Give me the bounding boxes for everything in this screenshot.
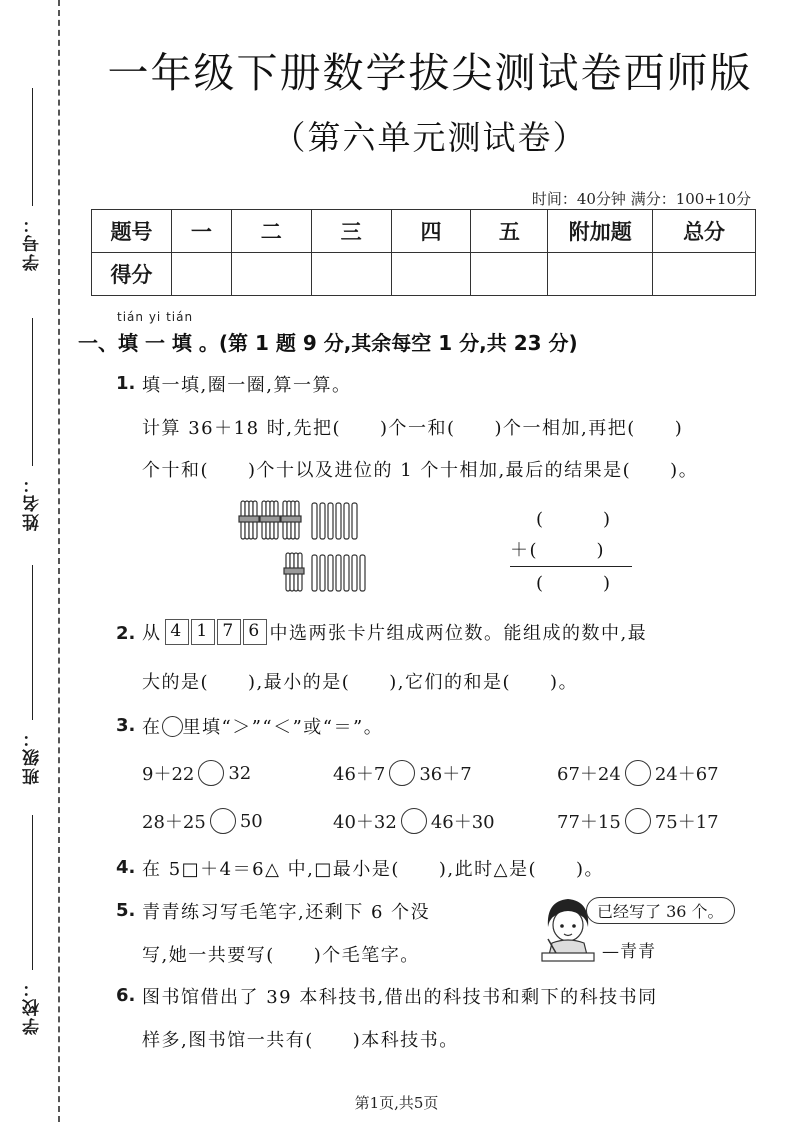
calc-row-2[interactable]: ＋( ) [510,540,606,561]
q2-line2: 大的是( ),最小的是( ),它们的和是( )。 [142,672,579,693]
compare-circle[interactable] [401,808,427,834]
q5-line1: 青青练习写毛笔字,还剩下 6 个没 [142,902,431,923]
compare-circle[interactable] [198,760,224,786]
comparison-item [142,808,263,834]
compare-circle[interactable] [210,808,236,834]
score-cell[interactable] [391,253,471,296]
number-card: 7 [217,619,241,645]
number-card: 1 [191,619,215,645]
score-table-score-row [92,253,756,296]
q3-number: 3. [116,715,136,736]
calc-row-1[interactable]: ( ) [536,509,612,530]
q6-line1: 图书馆借出了 39 本科技书,借出的科技书和剩下的科技书同 [142,987,658,1008]
q1-line2: 个十和( )个十以及进位的 1 个十相加,最后的结果是( )。 [142,460,699,481]
name-field [10,318,54,531]
class-field [10,565,54,785]
school-label: 学校： [22,978,43,1035]
comparison-item [333,808,495,834]
comparison-left: 77＋15 [557,812,621,833]
student-id-field [10,88,54,271]
score-header-cell: 一 [171,210,231,253]
calc-row-3[interactable]: ( ) [536,573,612,594]
calc-divider [510,566,632,567]
q2-line1 [142,619,647,645]
circle-icon [162,716,183,737]
number-card: 4 [165,619,189,645]
score-cell[interactable] [171,253,231,296]
character-name-text: 青青 [620,942,656,962]
q1-number: 1. [116,373,136,394]
q2-suffix: 中选两张卡片组成两位数。能组成的数中,最 [269,623,648,644]
school-field [10,815,54,1035]
bundle-icon [281,501,301,539]
page-footer: 第1页,共5页 [354,1094,439,1112]
school-line[interactable] [32,815,33,970]
q5-number: 5. [116,900,136,921]
page-title: 一年级下册数学拔尖测试卷西师版 [107,49,753,97]
compare-circle[interactable] [625,808,651,834]
bundle-icon [284,553,304,591]
q2-prefix: 从 [142,623,162,644]
comparison-right: 36＋7 [419,764,472,785]
student-id-line[interactable] [32,88,33,206]
class-line[interactable] [32,565,33,720]
comparison-right: 32 [228,762,252,784]
score-table [91,209,756,296]
score-table-header-row [92,210,756,253]
comparison-item [142,760,251,786]
score-cell[interactable] [231,253,311,296]
q3-prefix: 在 [142,717,162,738]
comparison-right: 50 [239,810,263,832]
section-heading: 一、填 一 填 。(第 1 题 9 分,其余每空 1 分,共 23 分) [78,331,578,355]
q2-number: 2. [116,623,136,644]
comparison-left: 46＋7 [333,764,386,785]
number-cards [165,619,267,645]
score-cell[interactable] [548,253,653,296]
score-header-cell: 三 [311,210,391,253]
score-cell[interactable] [311,253,391,296]
vertical-calculation [508,505,633,595]
score-header-cell: 总分 [653,210,756,253]
comparison-left: 28＋25 [142,812,206,833]
q5-line2: 写,她一共要写( )个毛笔字。 [142,945,420,966]
binding-dashed-line [58,0,60,1122]
class-label: 班级： [22,728,43,785]
comparison-right: 46＋30 [430,812,495,833]
section-pinyin: tián yi tián [117,310,194,324]
score-cell[interactable] [471,253,548,296]
q3-suffix: 里填“＞”“＜”或“＝”。 [182,717,384,738]
score-cell[interactable] [653,253,756,296]
score-header-cell: 五 [471,210,548,253]
number-card: 6 [243,619,267,645]
bundle-icon [239,501,259,539]
q4-text: 在 5□＋4＝6△ 中,□最小是( ),此时△是( )。 [142,859,605,880]
q3-instruction [142,713,383,739]
name-line[interactable] [32,318,33,466]
q1-title: 填一填,圈一圈,算一算。 [142,375,352,396]
score-header-cell: 二 [231,210,311,253]
compare-circle[interactable] [389,760,415,786]
comparison-left: 40＋32 [333,812,397,833]
comparison-left: 67＋24 [557,764,621,785]
comparison-left: 9＋22 [142,764,195,785]
comparison-item [557,808,719,834]
compare-circle[interactable] [625,760,651,786]
speech-bubble: 已经写了 36 个。 [586,897,735,924]
q1-line1: 计算 36＋18 时,先把( )个一和( )个一相加,再把( ) [142,418,684,439]
score-header-cell: 附加题 [548,210,653,253]
student-id-label: 学号： [22,214,43,271]
score-row-label: 得分 [92,253,172,296]
q6-line2: 样多,图书馆一共有( )本科技书。 [142,1030,459,1051]
time-info: 时间：40分钟 满分：100+10分 [531,190,751,208]
comparison-right: 75＋17 [654,812,719,833]
name-label: 姓名： [22,474,43,531]
comparison-right: 24＋67 [654,764,719,785]
comparison-item [557,760,719,786]
q4-number: 4. [116,857,136,878]
comparison-item [333,760,472,786]
score-header-cell: 题号 [92,210,172,253]
bundle-icon [260,501,280,539]
score-header-cell: 四 [391,210,471,253]
stick-bundles-illustration [238,497,368,597]
q6-number: 6. [116,985,136,1006]
character-name: —青青 [602,942,656,962]
page-subtitle: （第六单元测试卷） [272,118,588,157]
